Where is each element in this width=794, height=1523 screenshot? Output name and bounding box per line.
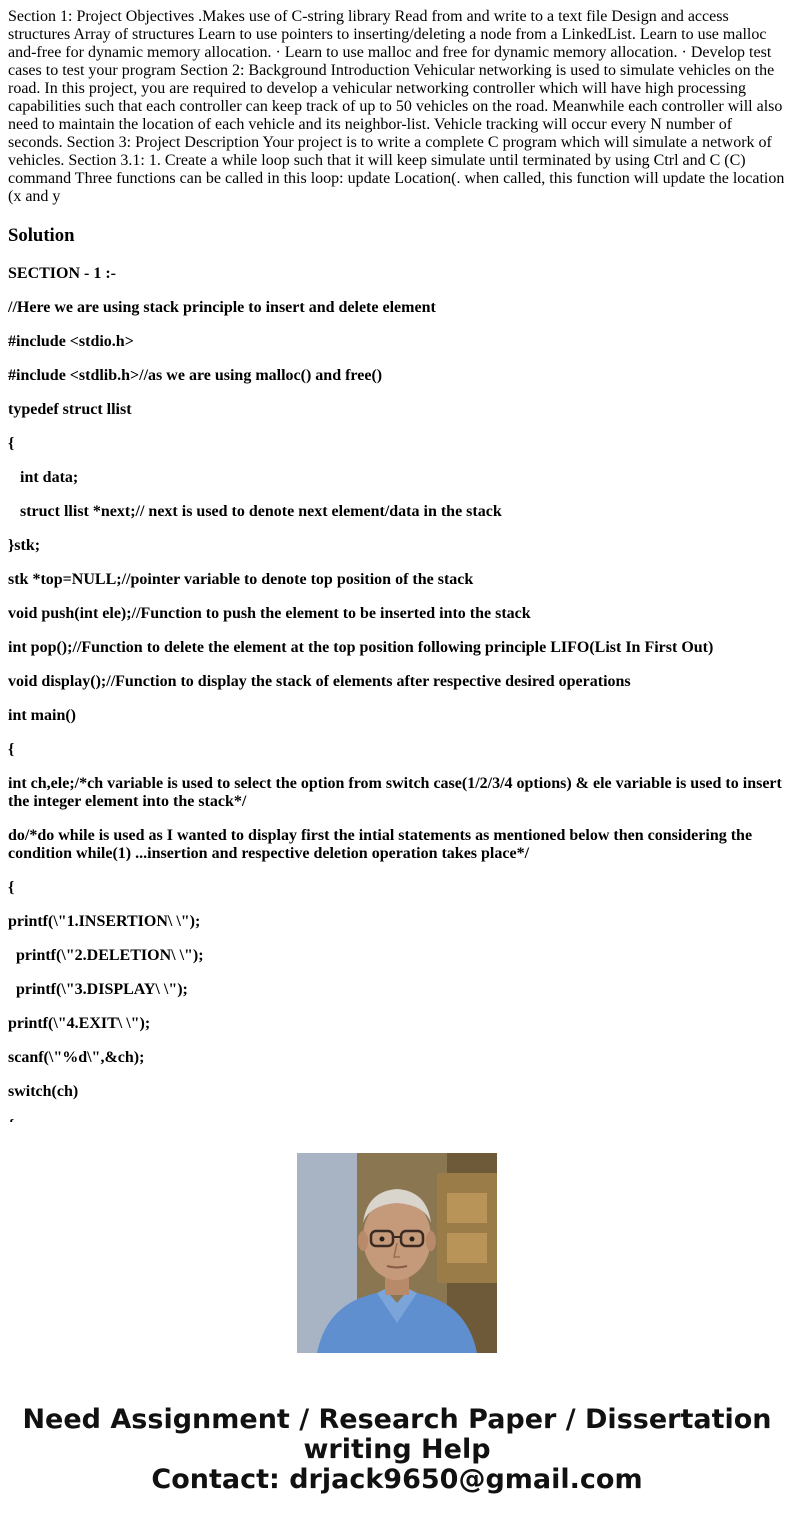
page-content	[8, 8, 786, 1121]
code-line: printf(\"4.EXIT\ \");	[8, 1015, 151, 1032]
code-line: #include <stdio.h>	[8, 333, 134, 350]
code-line: int main()	[8, 707, 76, 724]
code-line: {	[8, 741, 15, 758]
code-line: switch(ch)	[8, 1083, 79, 1100]
code-line: {	[8, 879, 15, 896]
code-line: typedef struct llist	[8, 401, 132, 418]
assignment-help-banner	[0, 1405, 794, 1495]
code-line: scanf(\"%d\",&ch);	[8, 1049, 145, 1066]
cta-line-1: Need Assignment / Research Paper / Dissertation	[22, 1404, 772, 1435]
code-line: int pop();//Function to delete the element at the top position following principle LIFO(List In First Out)	[8, 639, 714, 656]
person-photo-icon	[297, 1153, 497, 1353]
code-line: struct llist *next;// next is used to denote next element/data in the stack	[8, 503, 502, 520]
question-text: Section 1: Project Objectives .Makes use of C-string library Read from and write to a text file Design and access structures Array of structures Learn to use pointers to inserting/deleting a node from a LinkedList. Learn to use malloc and-free for dynamic memory allocation. · Learn to use malloc and free for dynamic memory allocation. · Develop test cases to test your program Section 2: Background Introduction Vehicular networking is used to simulate vehicles on the road. In this project, you are required to develop a vehicular networking controller which will have high processing capabilities such that each controller can keep track of up to 50 vehicles on the road. Meanwhile each controller will also need to maintain the location of each vehicle and its neighbor-list. Vehicle tracking will occur every N number of seconds. Section 3: Project Description Your project is to write a complete C program which will simulate a network of vehicles. Section 3.1: 1. Create a while loop such that it will keep simulate until terminated by using Ctrl and C (C) command Three functions can be called in this loop: update Location(. when called, this function will update the location (x and y	[8, 8, 785, 205]
cta-line-2: writing Help	[303, 1434, 491, 1465]
code-line: stk *top=NULL;//pointer variable to denote top position of the stack	[8, 571, 474, 588]
code-line: void push(int ele);//Function to push the element to be inserted into the stack	[8, 605, 531, 622]
code-line: SECTION - 1 :-	[8, 265, 117, 282]
code-line: printf(\"1.INSERTION\ \");	[8, 913, 201, 930]
code-line: do/*do while is used as I wanted to display first the intial statements as mentioned below then considering the condition while(1) ...insertion and respective deletion operation takes place*/	[8, 827, 757, 862]
code-line: //Here we are using stack principle to insert and delete element	[8, 299, 436, 316]
code-line: int data;	[8, 469, 79, 486]
code-line: printf(\"2.DELETION\ \");	[8, 947, 204, 964]
solution-code	[8, 265, 786, 1135]
code-line: printf(\"3.DISPLAY\ \");	[8, 981, 188, 998]
code-line: #include <stdlib.h>//as we are using malloc() and free()	[8, 367, 383, 384]
code-line: }stk;	[8, 537, 41, 554]
solution-heading: Solution	[8, 225, 75, 246]
code-line: {	[8, 435, 15, 452]
promo-footer	[0, 1122, 794, 1523]
code-line: void display();//Function to display the stack of elements after respective desired operations	[8, 673, 631, 690]
contact-email: Contact: drjack9650@gmail.com	[151, 1464, 643, 1495]
code-line: int ch,ele;/*ch variable is used to select the option from switch case(1/2/3/4 options) & ele variable is used to insert the integer element into the stack*/	[8, 775, 786, 810]
